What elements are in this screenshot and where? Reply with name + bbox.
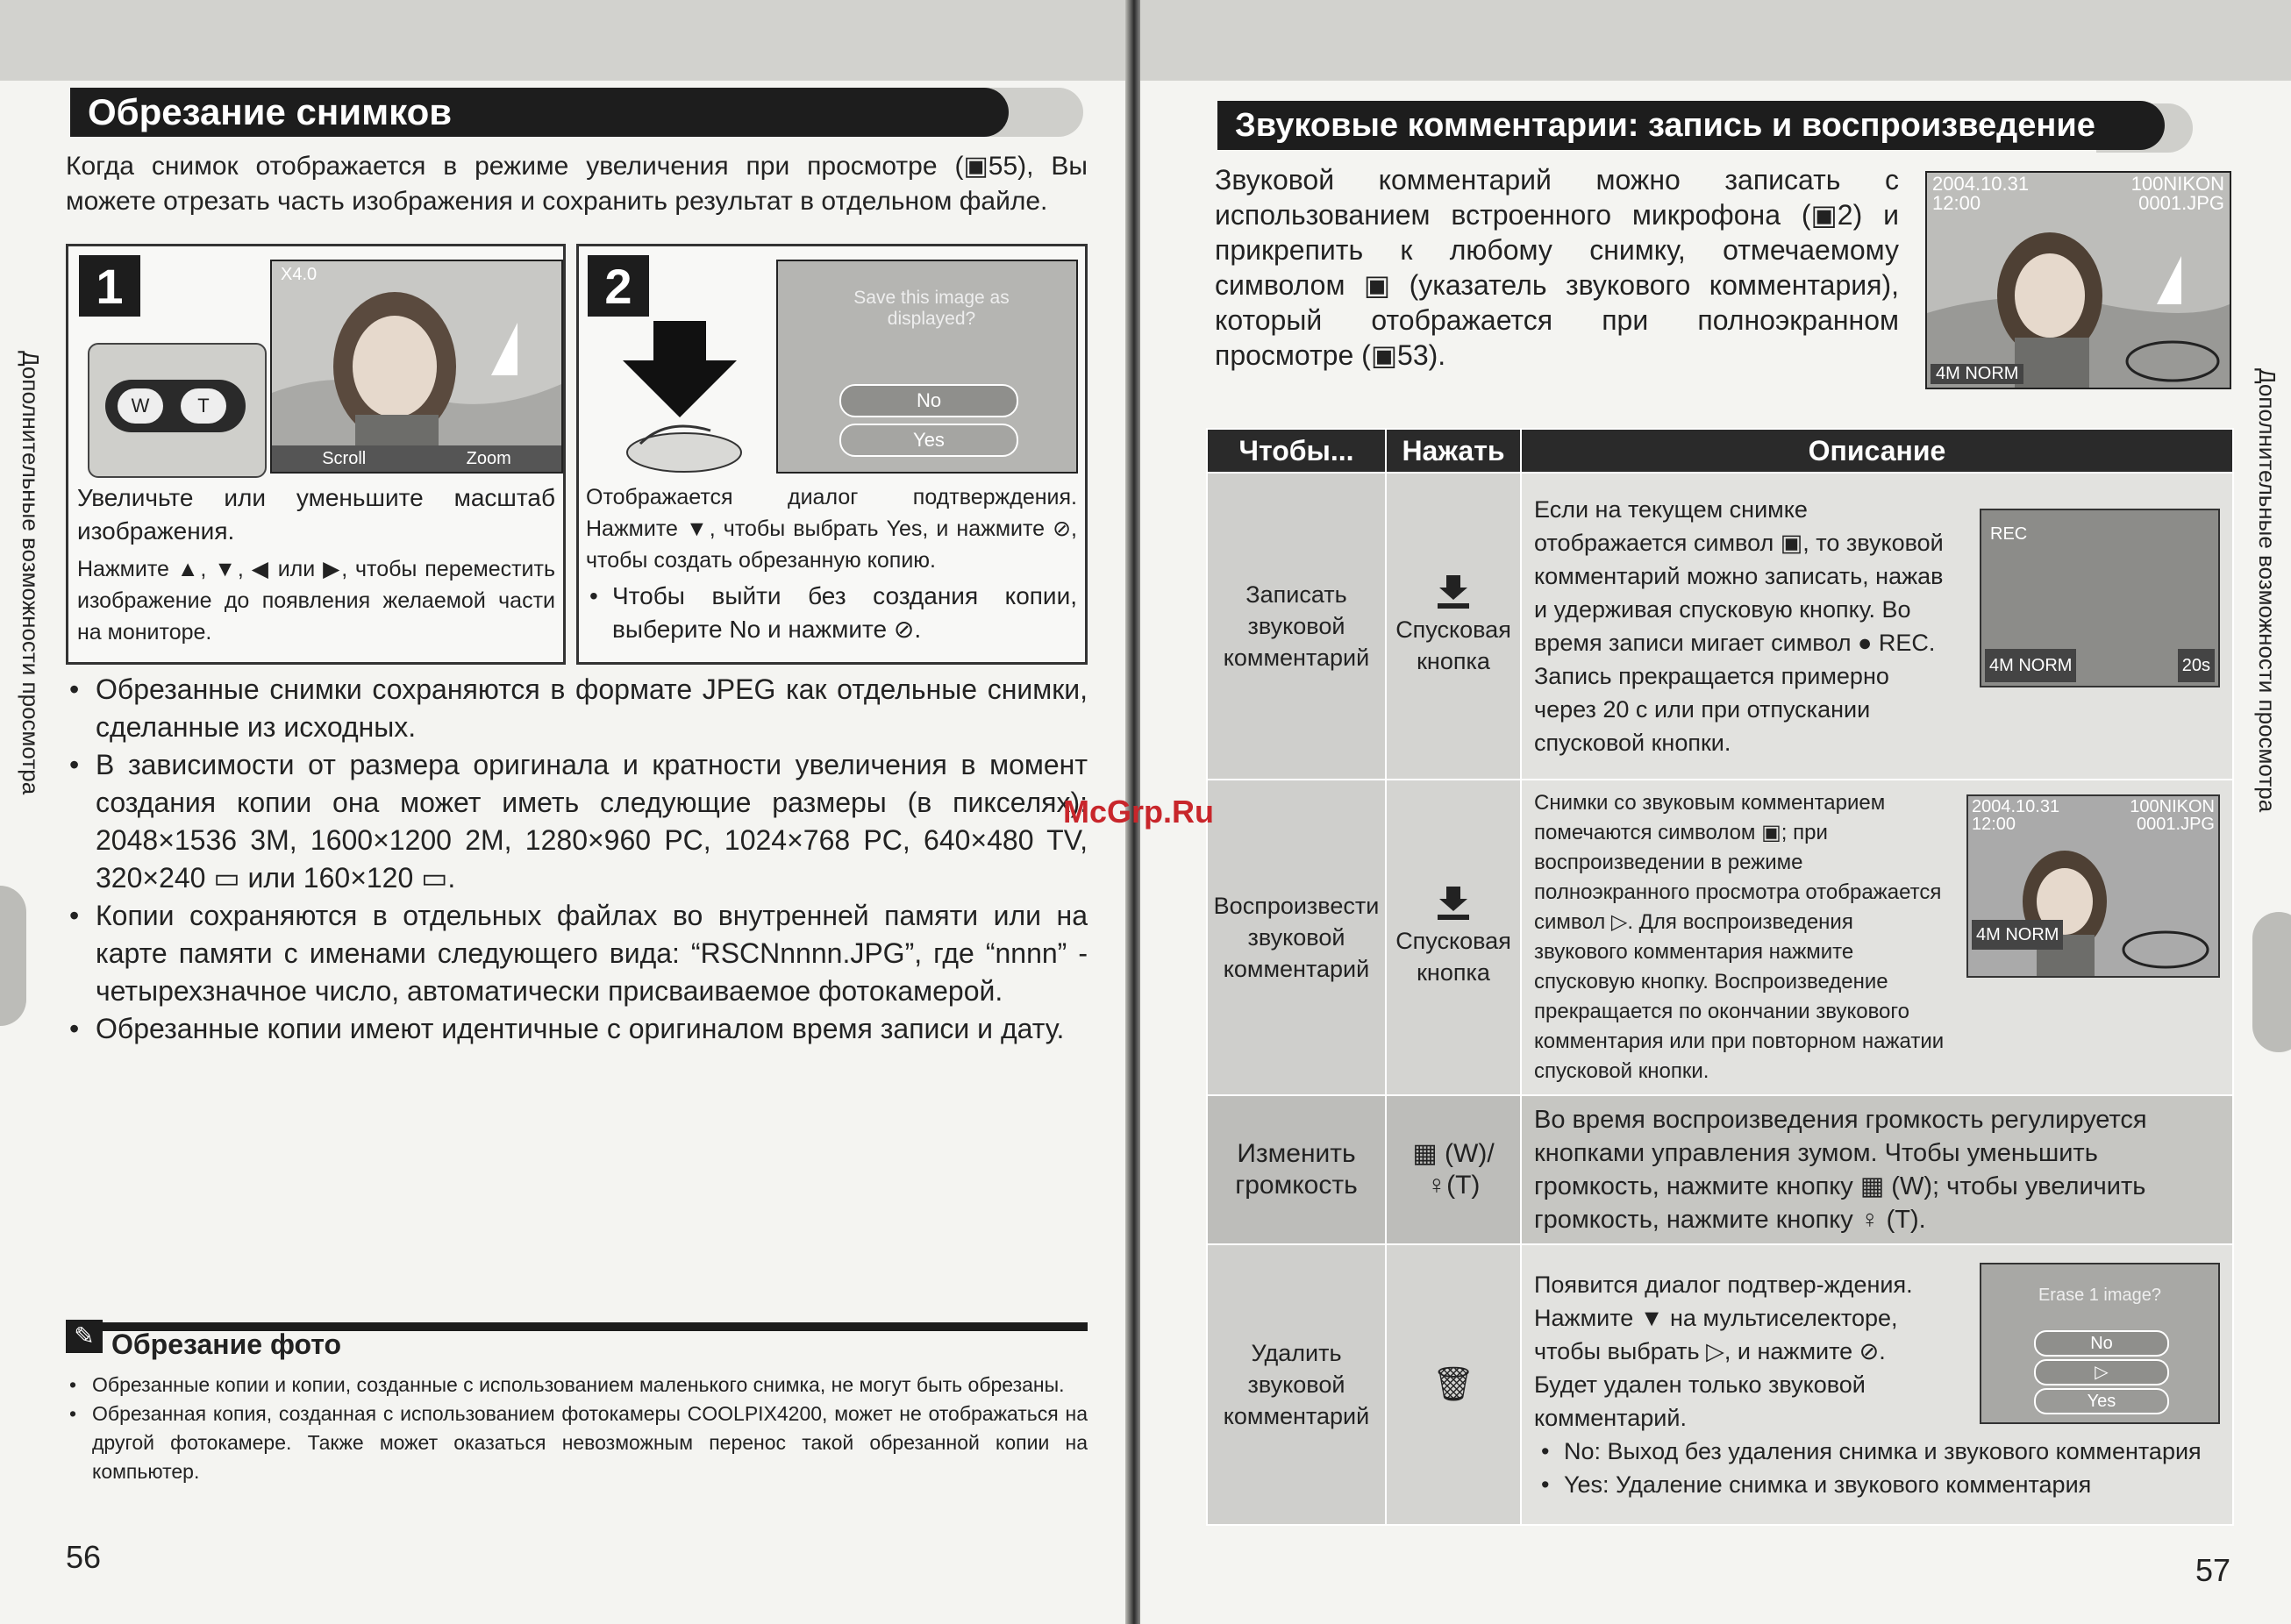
note-list (66, 1371, 1088, 1486)
page-number: 57 (2195, 1552, 2231, 1588)
screen-date (1932, 175, 2029, 213)
folder: 100NIKON (2130, 797, 2215, 816)
side-tab-marker (0, 886, 26, 1026)
col-header-action: Чтобы... (1207, 429, 1386, 473)
row-button (1386, 473, 1521, 780)
bullet-icon: • (1541, 1471, 1550, 1498)
side-tab-marker (2252, 912, 2291, 1052)
bullet-icon: • (1541, 1438, 1550, 1464)
note-title: Обрезание фото (111, 1328, 342, 1360)
zoom-buttons-illustration (88, 343, 267, 478)
record-screen (1980, 509, 2220, 687)
row-action: Воспроизвести звуковой комментарий (1207, 780, 1386, 1095)
time: 12:00 (1932, 192, 1981, 214)
erase-dialog-title: Erase 1 image? (2038, 1286, 2162, 1305)
row-button: ▦ (W)/ ♀(T) (1386, 1095, 1521, 1244)
row-action: Записать звуковой комментарий (1207, 473, 1386, 780)
zoom-rocker (105, 380, 246, 432)
confirm-dialog-screen (776, 260, 1078, 474)
table-row (1207, 780, 2233, 1095)
description-line: Будет удален только звуковой комментарий. (1534, 1371, 1866, 1431)
sound-memo-table (1206, 428, 2234, 1526)
erase-option[interactable]: ▷ (2034, 1359, 2169, 1385)
button-label: Спусковая кнопка (1395, 928, 1511, 986)
rec-count: 20s (2178, 649, 2215, 682)
erase-dialog-screen (1980, 1263, 2220, 1424)
row-description (1521, 1244, 2233, 1525)
tele-button-icon: T (181, 388, 226, 424)
table-row (1207, 1244, 2233, 1525)
intro-text: Когда снимок отображается в режиме увеличения при просмотре (▣55), Вы можете отрезать часть изображения и сохранить результат в отдельном файле. (66, 152, 1088, 216)
row-description (1521, 780, 2233, 1095)
trash-icon: 🗑 (1386, 1244, 1521, 1525)
page-title: Обрезание снимков (70, 88, 1009, 137)
row-description: Во время воспроизведения громкость регулируется кнопками управления зумом. Чтобы уменьшить громкость, нажмите кнопку ▦ (W); чтобы увеличить громкость, нажмите кнопку ♀ (T). (1521, 1095, 2233, 1244)
intro-text: Звуковой комментарий можно записать с использованием встроенного микрофона (▣2) и прикрепить к любому снимку, отмечаемому символом ▣ (указатель звукового комментария), который отображается при полноэкранном просмотре (▣53). (1215, 164, 1899, 371)
mini-date (1972, 798, 2059, 833)
step-2-bullet-text: Чтобы выйти без создания копии, выберите No и нажмите ⊘. (612, 582, 1077, 643)
dialog-no-option[interactable]: No (839, 384, 1018, 417)
scroll-label: Scroll (322, 448, 367, 468)
top-band (1140, 0, 2291, 81)
bullet-item: • Копии сохраняются в отдельных файлах во внутренней памяти или на карте памяти с именами следующего вида: “RSCNnnnn.JPG”, где “nnnn” - четырехзначное число, автоматически присваиваемое фотокамерой. (66, 897, 1088, 1010)
playback-screen (1925, 171, 2231, 389)
col-header-button: Нажать (1386, 429, 1521, 473)
press-down-illustration (614, 321, 746, 479)
side-tab-label: Дополнительные возможности просмотра (18, 351, 44, 795)
bullet-item: • В зависимости от размера оригинала и кратности увеличения в момент создания копии она может иметь следующие размеры (в пикселях): 2048×1536 3M, 1600×1200 2M, 1280×960 PC, 1024×768 PC, 640×480 TV, 320×240 ▭ или 160×120 ▭. (66, 746, 1088, 897)
watermark: McGrp.Ru (1063, 794, 1215, 830)
row-description (1521, 473, 2233, 780)
right-page (1140, 0, 2291, 1624)
delete-options (1534, 1435, 2220, 1501)
description-line: Появится диалог подтвер-ждения. Нажмите ▼ на мультиселекторе, чтобы выбрать ▷, и нажмите ⊘. (1534, 1271, 1913, 1364)
description-text: Если на текущем снимке отображается символ ▣, то звуковой комментарий можно записать, нажав и удерживая спусковую кнопку. Во время записи мигает символ ● REC. Запись прекращается примерно через 20 с или при отпускании спусковой кнопки. (1534, 496, 1944, 756)
top-band (0, 0, 1131, 81)
step-1-box (66, 244, 566, 665)
screen-footer (272, 445, 561, 472)
mini-mode: 4M NORM (1972, 920, 2063, 950)
dialog-title: Save this image as displayed? (853, 288, 1010, 329)
screen-mode: 4M NORM (1931, 364, 2023, 384)
time: 12:00 (1972, 815, 2016, 834)
bullet-item: • Обрезанные копии имеют идентичные с оригиналом время записи и дату. (66, 1010, 1088, 1048)
folder: 100NIKON (2130, 173, 2224, 195)
step-2-number: 2 (588, 255, 649, 317)
bullet-item: • Обрезанные снимки сохраняются в формате JPEG как отдельные снимки, сделанные из исходных. (66, 671, 1088, 746)
shutter-button-icon (1436, 887, 1471, 922)
row-action: Изменить громкость (1207, 1095, 1386, 1244)
screen-file (2131, 175, 2224, 213)
table-row (1207, 1095, 2233, 1244)
option-text: Yes: Удаление снимка и звукового комментария (1564, 1471, 2092, 1498)
dialog-yes-option[interactable]: Yes (839, 424, 1018, 457)
left-page (0, 0, 1131, 1624)
option-text: No: Выход без удаления снимка и звукового комментария (1564, 1438, 2202, 1464)
row-button (1386, 780, 1521, 1095)
note-item: • Обрезанная копия, созданная с использованием фотокамеры COOLPIX4200, может не отображаться на другой фотокамере. Также может оказаться невозможным перенос такой обрезанной копии на компьютер. (66, 1400, 1088, 1486)
zoomed-monitor (270, 260, 563, 474)
file: 0001.JPG (2137, 815, 2215, 834)
date: 2004.10.31 (1932, 173, 2030, 195)
step-2-box (576, 244, 1088, 665)
delete-option-yes (1541, 1468, 2220, 1501)
step-2-bullet (586, 580, 1077, 646)
side-tab-label: Дополнительные возможности просмотра (2254, 368, 2280, 813)
bullet-icon: • (589, 582, 598, 609)
row-action: Удалить звуковой комментарий (1207, 1244, 1386, 1525)
pencil-note-icon: ✎ (66, 1320, 103, 1353)
file: 0001.JPG (2138, 192, 2224, 214)
page-number: 56 (66, 1539, 102, 1575)
shutter-button-icon (1436, 575, 1471, 610)
playback-mini-screen (1966, 794, 2220, 978)
mini-file (2130, 798, 2215, 833)
step-1-text: Увеличьте или уменьшите масштаб изображения. (77, 484, 555, 545)
col-header-description: Описание (1521, 429, 2233, 473)
button-label: Спусковая кнопка (1395, 616, 1511, 674)
description-text: Снимки со звуковым комментарием помечаются символом ▣; при воспроизведении в режиме полноэкранного просмотра отображается символ ▷. Для воспроизведения звукового комментария нажмите спусковую кнопку. Воспроизведение прекращается по окончании звукового комментария или при повторном нажатии спусковой кнопки. (1534, 791, 1945, 1083)
date: 2004.10.31 (1972, 797, 2060, 816)
rec-mode: 4M NORM (1985, 649, 2076, 682)
wide-button-icon: W (118, 388, 163, 424)
step-2-text: Отображается диалог подтверждения. Нажмите ▼, чтобы выбрать Yes, и нажмите ⊘, чтобы создать обрезанную копию. (586, 485, 1077, 573)
zoom-factor: X4.0 (281, 265, 318, 284)
page-title: Звуковые комментарии: запись и воспроизведение (1217, 101, 2165, 150)
erase-option[interactable]: No (2034, 1330, 2169, 1357)
rec-indicator: REC (1990, 524, 2028, 544)
erase-option[interactable]: Yes (2034, 1388, 2169, 1414)
table-row (1207, 473, 2233, 780)
portrait-illustration (272, 261, 561, 472)
note-item: • Обрезанные копии и копии, созданные с использованием маленького снимка, не могут быть обрезаны. (66, 1371, 1088, 1400)
step-1-number: 1 (79, 255, 140, 317)
step-1-instructions: Нажмите ▲, ▼, ◀ или ▶, чтобы переместить изображение до появления желаемой части на мониторе. (77, 557, 555, 645)
delete-option-no (1541, 1435, 2220, 1468)
crop-bullets (66, 671, 1088, 1048)
zoom-label: Zoom (466, 448, 511, 468)
